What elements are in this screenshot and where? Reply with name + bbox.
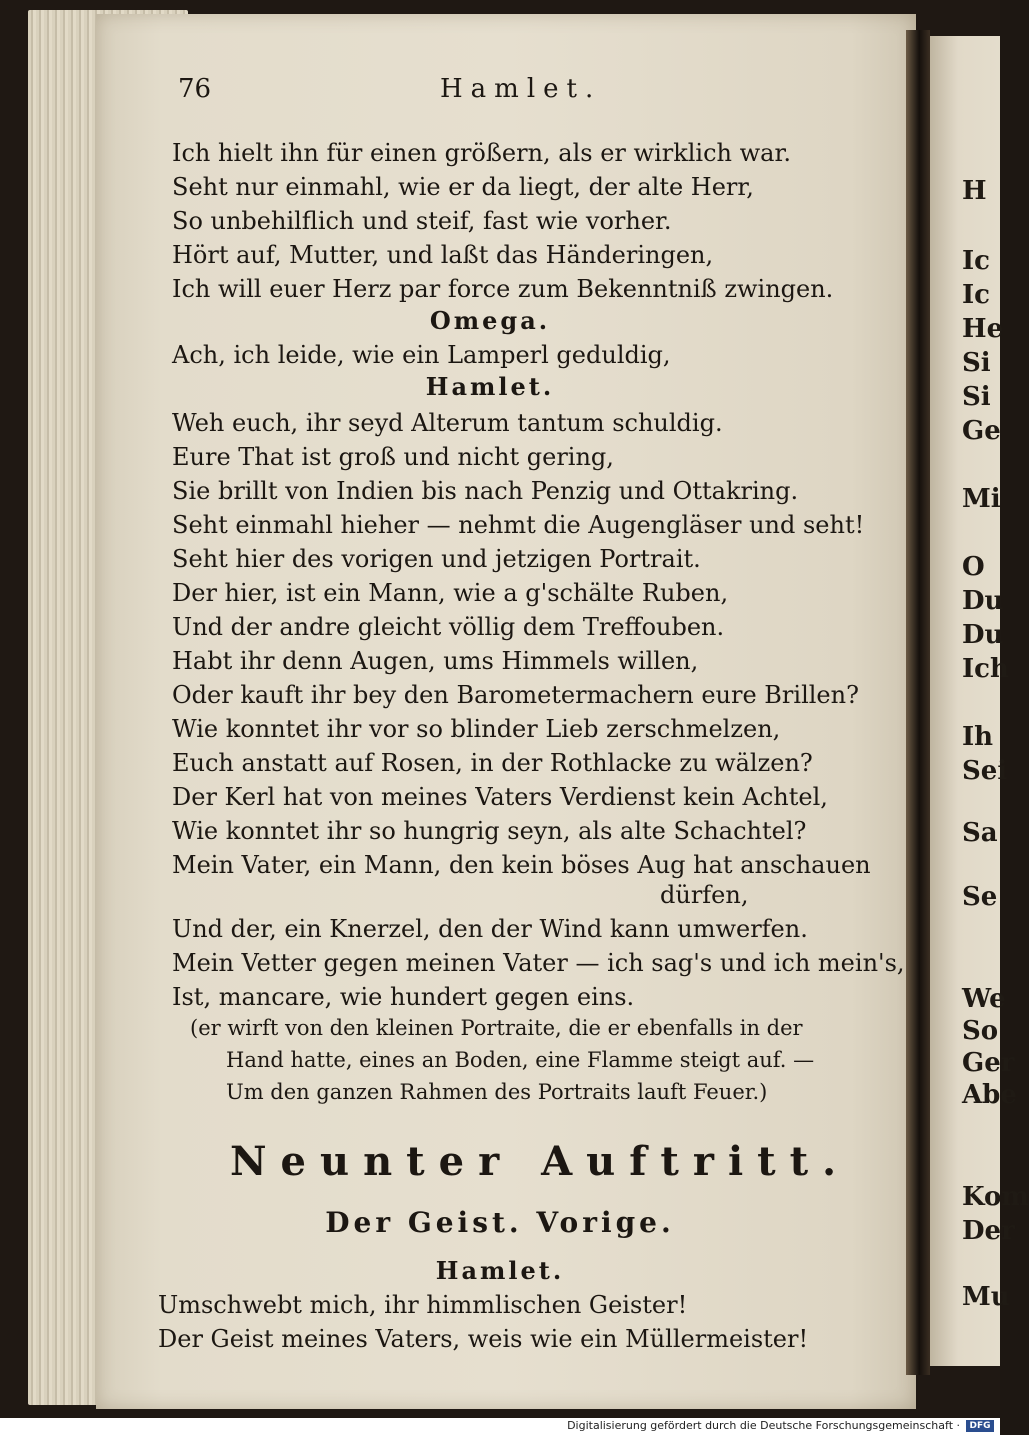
speaker-hamlet: Hamlet.	[425, 372, 555, 401]
right-page-fragment: Ic	[962, 246, 990, 276]
right-page-fragment: Mi	[962, 484, 1001, 514]
stage-direction-line: Um den ganzen Rahmen des Portraits lauft Feuer.)	[226, 1080, 768, 1104]
verse-line: Ach, ich leide, wie ein Lamperl geduldig,	[172, 341, 671, 369]
verse-line: Und der, ein Knerzel, den der Wind kann umwerfen.	[172, 915, 808, 943]
right-page-fragment: Du	[962, 620, 1004, 650]
right-page-fragment: Ic	[962, 280, 990, 310]
right-page-fragment: Sa	[962, 818, 998, 848]
verse-line: Seht nur einmahl, wie er da liegt, der alte Herr,	[172, 173, 754, 201]
verse-line: Und der andre gleicht völlig dem Treffouben.	[172, 613, 725, 641]
right-page-edge	[930, 36, 1029, 1366]
dfg-logo: DFG	[966, 1420, 994, 1432]
verse-line: Seht hier des vorigen und jetzigen Portrait.	[172, 545, 701, 573]
right-page-fragment: Du	[962, 586, 1004, 616]
verse-line: Der Geist meines Vaters, weis wie ein Müllermeister!	[158, 1325, 809, 1353]
verse-line: Oder kauft ihr bey den Barometermachern eure Brillen?	[172, 681, 859, 709]
verse-line: Ich hielt ihn für einen größern, als er wirklich war.	[172, 139, 791, 167]
right-page-fragment: He	[962, 314, 1004, 344]
right-page-fragment: Ger	[962, 1048, 1015, 1078]
verse-line: Der Kerl hat von meines Vaters Verdienst kein Achtel,	[172, 783, 828, 811]
verse-continuation: dürfen,	[660, 881, 749, 909]
verse-line: Der hier, ist ein Mann, wie a g'schälte Ruben,	[172, 579, 729, 607]
footer-bar	[0, 1418, 1000, 1435]
right-page-fragment: Ge	[962, 416, 1001, 446]
right-page-fragment: We	[962, 984, 1006, 1014]
verse-line: Umschwebt mich, ihr himmlischen Geister!	[158, 1291, 688, 1319]
verse-line: So unbehilflich und steif, fast wie vorher.	[172, 207, 672, 235]
verse-line: Weh euch, ihr seyd Alterum tantum schuldig.	[172, 409, 723, 437]
right-page-fragment: Si	[962, 348, 991, 378]
verse-line: Mein Vetter gegen meinen Vater — ich sag's und ich mein's,	[172, 949, 905, 977]
right-page-fragment: H	[962, 176, 987, 206]
footer-credit: Digitalisierung gefördert durch die Deutsche Forschungsgemeinschaft ·	[567, 1419, 960, 1432]
right-page-fragment: Sei	[962, 756, 1008, 786]
verse-line: Seht einmahl hieher — nehmt die Augengläser und seht!	[172, 511, 865, 539]
verse-line: Eure That ist groß und nicht gering,	[172, 443, 614, 471]
verse-line: Sie brillt von Indien bis nach Penzig und Ottakring.	[172, 477, 799, 505]
stage-direction-line: (er wirft von den kleinen Portraite, die er ebenfalls in der	[190, 1016, 803, 1040]
stage-direction-line: Hand hatte, eines an Boden, eine Flamme steigt auf. —	[226, 1048, 815, 1072]
scene-title: Neunter Auftritt.	[229, 1138, 851, 1185]
page-number: 76	[178, 74, 212, 104]
right-page-fragment: Abe	[962, 1080, 1017, 1110]
right-page-fragment: Ich	[962, 654, 1009, 684]
verse-line: Wie konntet ihr vor so blinder Lieb zerschmelzen,	[172, 715, 781, 743]
right-page-fragment: So	[962, 1016, 999, 1046]
right-page-fragment: Kom	[962, 1182, 1029, 1212]
verse-line: Habt ihr denn Augen, ums Himmels willen,	[172, 647, 699, 675]
verse-line: Ist, mancare, wie hundert gegen eins.	[172, 983, 635, 1011]
speaker-omega: Omega.	[429, 306, 551, 335]
right-page-fragment: Se	[962, 882, 998, 912]
right-page-fragment: O	[962, 552, 985, 582]
verse-line: Wie konntet ihr so hungrig seyn, als alte Schachtel?	[172, 817, 807, 845]
verse-line: Ich will euer Herz par force zum Bekenntniß zwingen.	[172, 275, 834, 303]
speaker-hamlet: Hamlet.	[435, 1256, 565, 1285]
running-title: Hamlet.	[440, 74, 602, 104]
right-page-fragment: Der	[962, 1216, 1015, 1246]
verse-line: Mein Vater, ein Mann, den kein böses Aug hat anschauen	[172, 851, 871, 879]
book-gutter	[906, 30, 930, 1375]
verse-line: Euch anstatt auf Rosen, in der Rothlacke zu wälzen?	[172, 749, 813, 777]
right-page-fragment: Si	[962, 382, 991, 412]
verse-line: Hört auf, Mutter, und laßt das Händeringen,	[172, 241, 714, 269]
right-page-fragment: Mu	[962, 1282, 1010, 1312]
right-page-fragment: Ih	[962, 722, 994, 752]
scene-characters: Der Geist. Vorige.	[325, 1206, 675, 1239]
